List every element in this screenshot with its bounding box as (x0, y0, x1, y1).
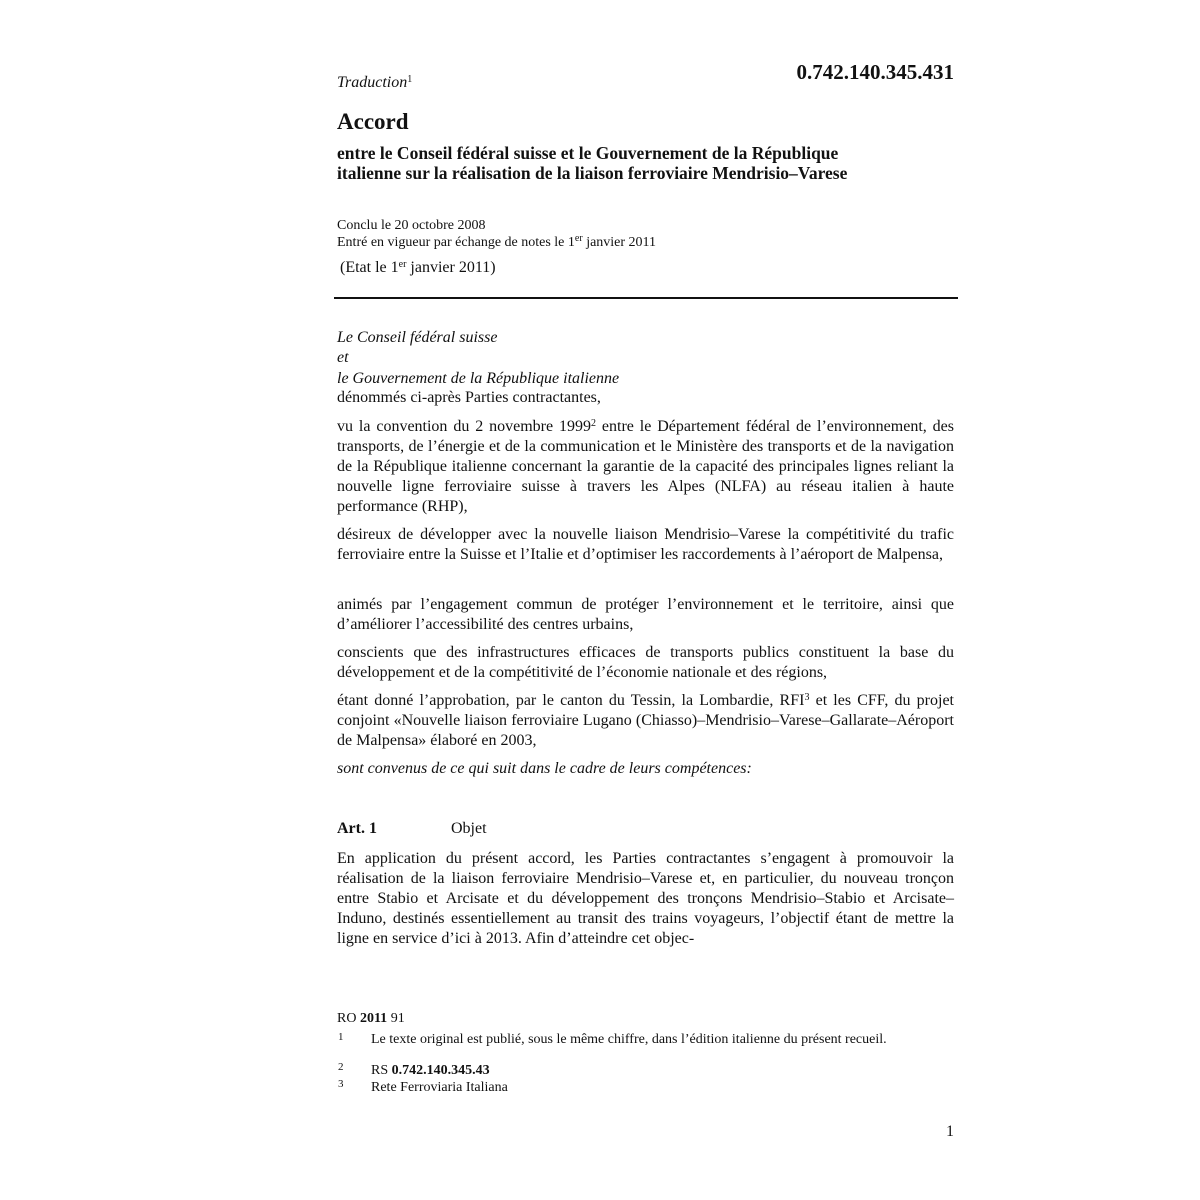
footnote-2-rs-number[interactable]: 0.742.140.345.43 (391, 1063, 490, 1078)
document-subtitle (337, 143, 937, 183)
preamble-sont-convenus: sont convenus de ce qui suit dans le cadre de leurs compétences: (337, 760, 752, 777)
ordinal-suffix: er (398, 259, 407, 270)
subtitle-line: entre le Conseil fédéral suisse et le Gouvernement de la République (337, 143, 839, 163)
header-divider (334, 297, 958, 299)
footnote-ref-3[interactable]: 3 (804, 692, 810, 703)
preamble-vu (337, 417, 954, 517)
vu-text: vu la convention du 2 novembre 1999 (337, 418, 591, 435)
preamble-animes: animés par l’engagement commun de protéger l’environnement et le territoire, ainsi que d’améliorer l’accessibilité des centres urbains, (337, 596, 954, 633)
in-force-text: Entré en vigueur par échange de notes le 1 (337, 235, 575, 250)
ro-prefix: RO (337, 1011, 360, 1026)
footnote-mark-1: 1 (338, 1031, 344, 1043)
ordinal-suffix: er (574, 233, 583, 244)
footnote-2-prefix: RS (371, 1063, 392, 1078)
vu-text-end: entre le Département fédéral de l’environnement, des transports, de l’énergie et de la communication et le Ministère des transports et de la navigation de la République italienne concernant la garantie de la capacité des principales lignes reliant la nouvelle ligne ferroviaire suisse à travers les Alpes (NLFA) au réseau italien à haute performance (RHP), (337, 418, 954, 515)
footnote-text-2 (371, 1063, 931, 1079)
page-number: 1 (946, 1123, 954, 1140)
rs-number: 0.742.140.345.431 (796, 60, 954, 84)
preamble-party-2: le Gouvernement de la République italienne (337, 370, 620, 387)
translation-text: Traduction (337, 74, 408, 91)
article-1-text: En application du présent accord, les Parties contractantes s’engagent à promouvoir la réalisation de la liaison ferroviaire Mendrisio–Varese et, en particulier, du nouveau tronçon entre Stabio et Arcisate et du développement des tronçons Mendrisio–Stabio et Arcisate–Induno, destinés essentiellement au transit des trains voyageurs, l’objectif étant de mettre la ligne en service d’ici à 2013. Afin d’atteindre cet objec- (337, 850, 954, 947)
preamble-and: et (337, 349, 349, 366)
preamble-etant-donne (337, 691, 954, 751)
state-date (340, 259, 496, 277)
article-title: Objet (451, 820, 487, 837)
etant-text: étant donné l’approbation, par le canton du Tessin, la Lombardie, RFI (337, 692, 805, 709)
footnote-text-1: Le texte original est publié, sous le même chiffre, dans l’édition italienne du présent recueil. (371, 1032, 887, 1047)
footnote-mark-3: 3 (338, 1078, 344, 1090)
preamble-denommes: dénommés ci-après Parties contractantes, (337, 389, 601, 406)
preamble-desireux: désireux de développer avec la nouvelle liaison Mendrisio–Varese la compétitivité du trafic ferroviaire entre la Suisse et l’Italie et d’optimiser les raccordements à l’aéroport de Malpensa, (337, 526, 954, 563)
concluded-date: Conclu le 20 octobre 2008 (337, 218, 486, 233)
in-force-text-end: janvier 2011 (582, 235, 657, 250)
footnote-ref-1[interactable]: 1 (407, 74, 413, 85)
etant-text-end: et les CFF, du projet conjoint «Nouvelle liaison ferroviaire Lugano (Chiasso)–Mendrisio–Varese–Gallarate–Aéroport de Malpensa» élaboré en 2003, (337, 692, 954, 749)
footnote-mark-2: 2 (338, 1061, 344, 1073)
ro-page: 91 (387, 1011, 405, 1026)
state-text: (Etat le 1 (340, 259, 399, 276)
ro-reference (337, 1011, 405, 1027)
footnote-ref-2[interactable]: 2 (591, 418, 596, 429)
preamble-conscients: conscients que des infrastructures efficaces de transports publics constituent la base du développement et de la compétitivité de l’économie nationale et des régions, (337, 644, 954, 681)
ro-year: 2011 (359, 1011, 388, 1026)
article-number: Art. 1 (337, 820, 377, 837)
subtitle-line: italienne sur la réalisation de la liaison ferroviaire Mendrisio–Varese (337, 163, 848, 183)
document-title: Accord (337, 109, 409, 134)
in-force-date (337, 235, 656, 251)
footnote-text-3: Rete Ferroviaria Italiana (371, 1080, 508, 1095)
translation-label (337, 74, 412, 92)
state-text-end: janvier 2011) (406, 259, 496, 276)
preamble-party-1: Le Conseil fédéral suisse (337, 329, 498, 346)
